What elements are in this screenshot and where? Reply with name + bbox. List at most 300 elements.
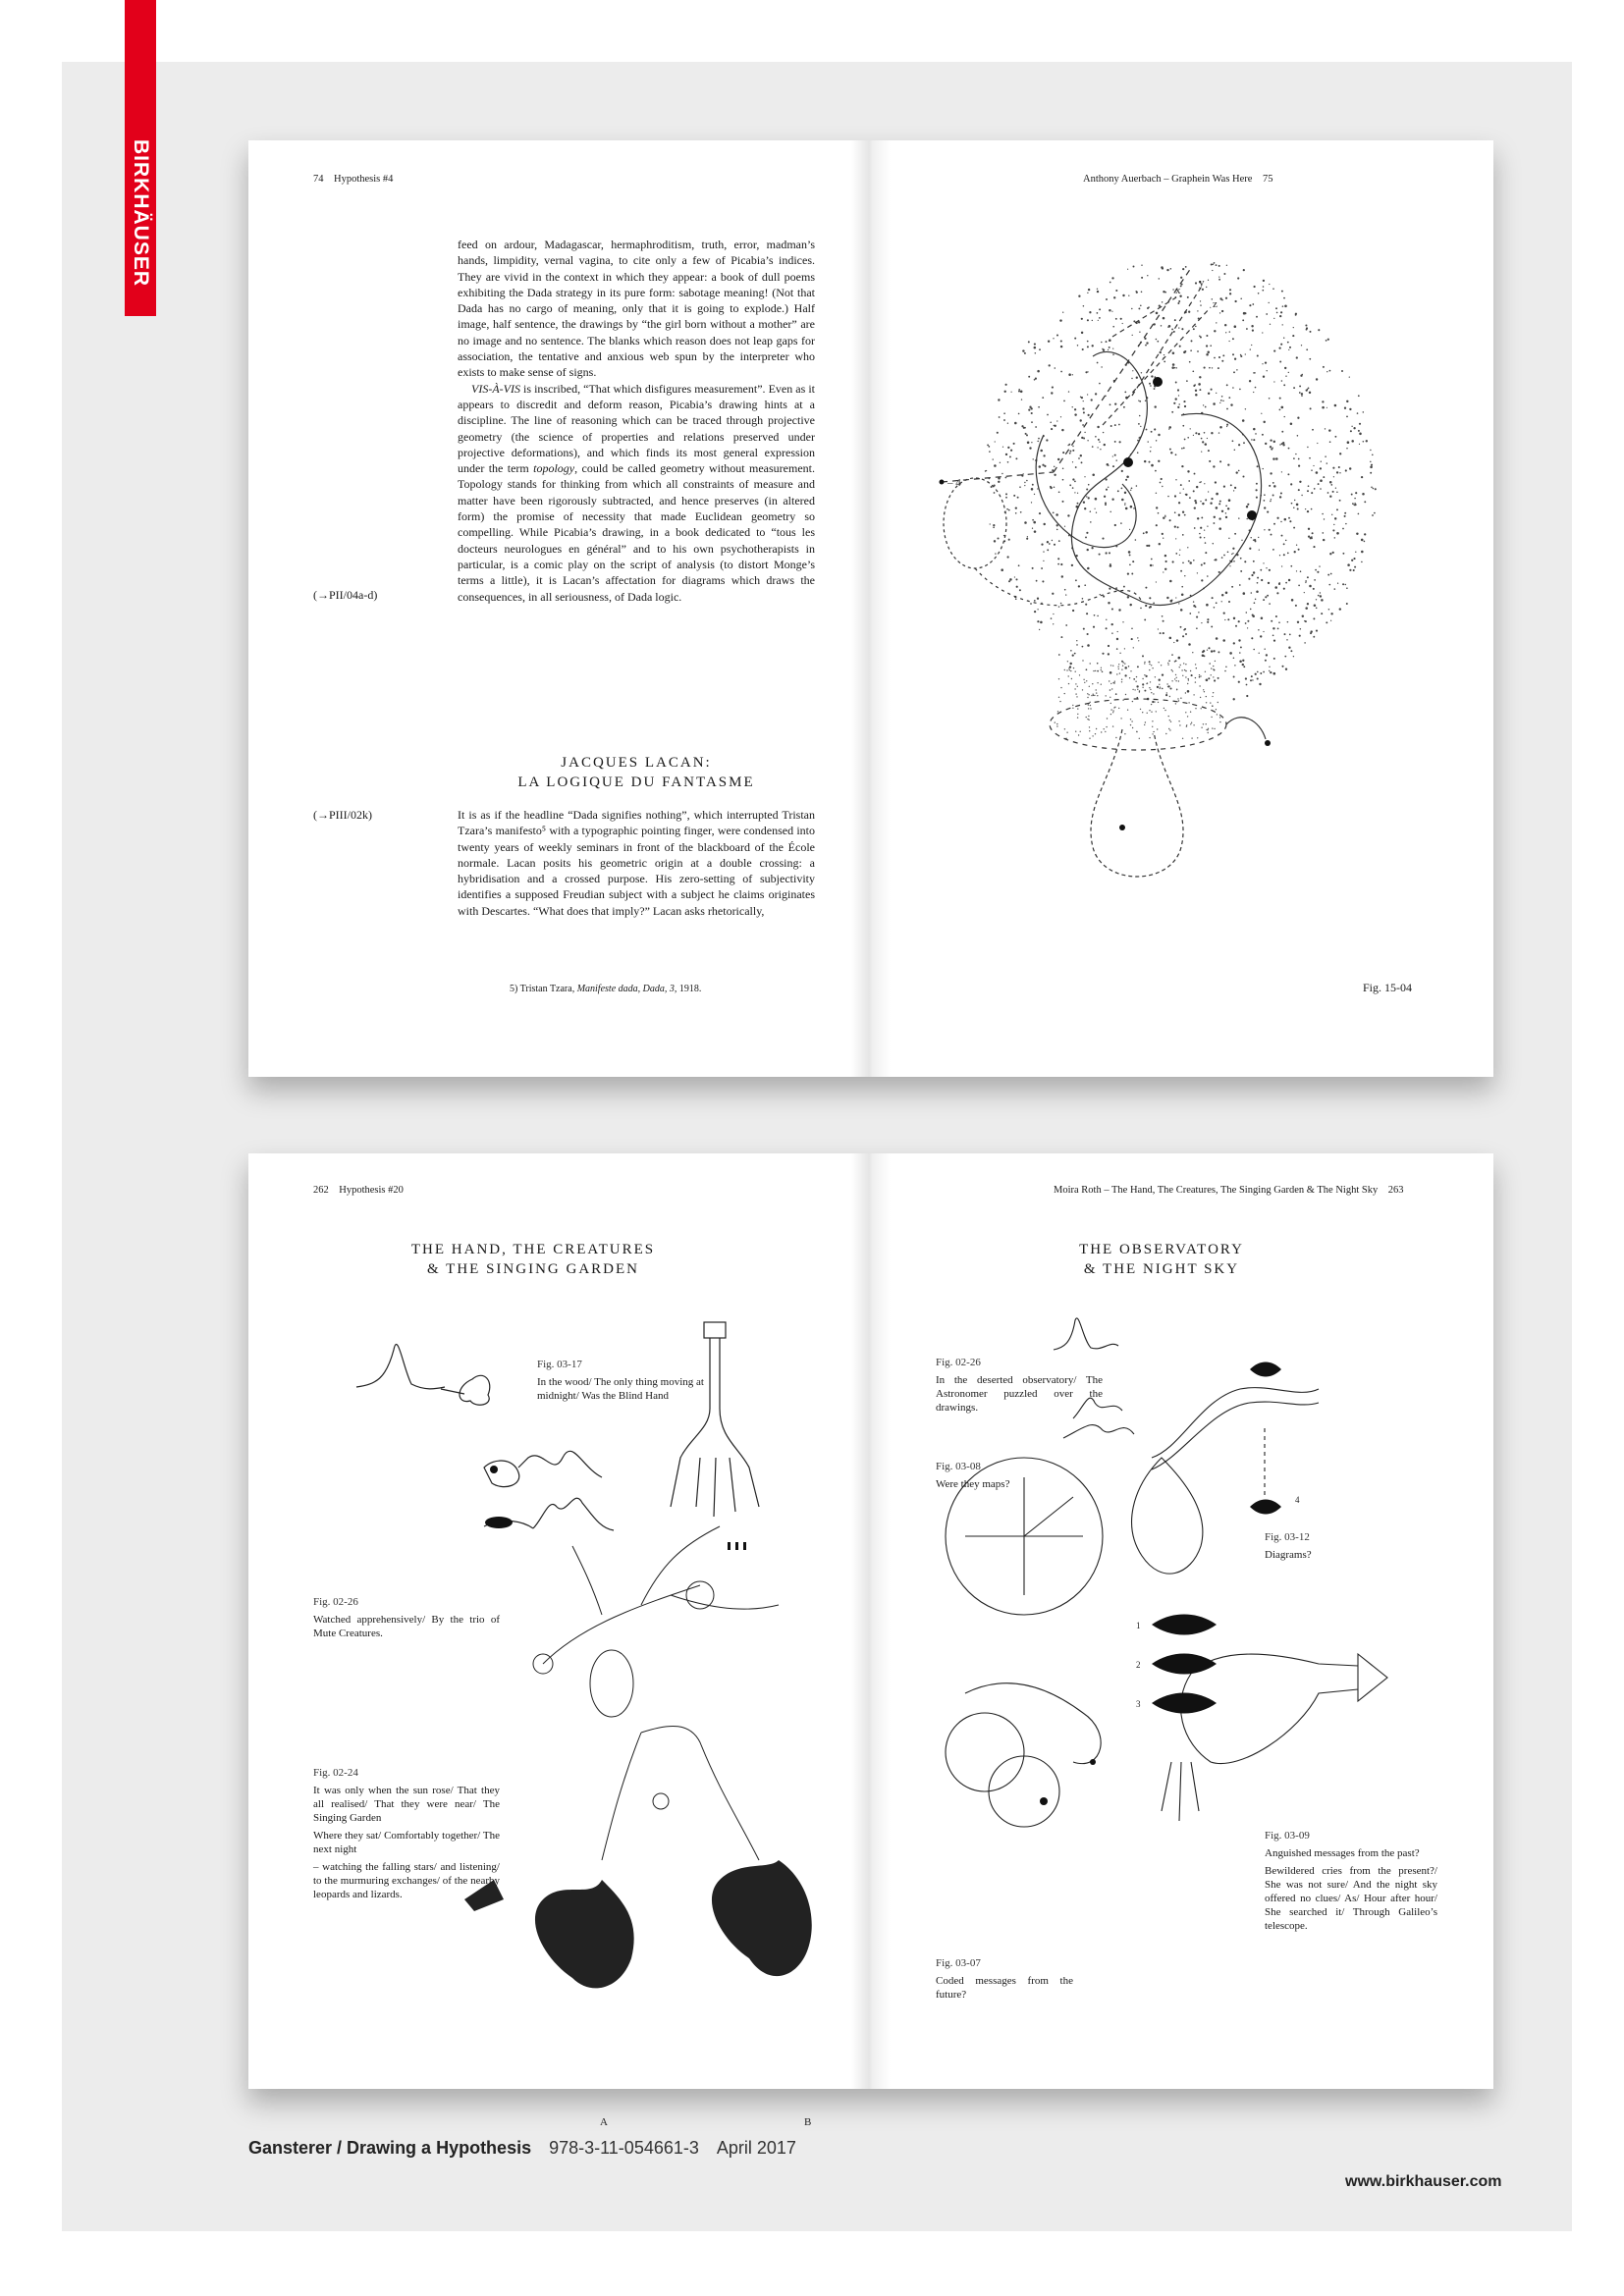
stipple-dot [1229, 289, 1231, 291]
stipple-dot [1319, 565, 1320, 566]
stipple-dot [1034, 494, 1035, 495]
stipple-dot [1302, 615, 1304, 617]
stipple-dot [1104, 728, 1105, 729]
stipple-dot [1198, 612, 1199, 613]
stipple-dot [1112, 710, 1113, 711]
stipple-dot [1097, 289, 1098, 290]
stipple-dot [1293, 656, 1294, 657]
stipple-dot [1331, 514, 1332, 515]
stipple-dot [1064, 526, 1065, 527]
stipple-dot [1118, 668, 1119, 669]
stipple-dot [1279, 555, 1280, 556]
stipple-dot [1066, 669, 1067, 670]
stipple-dot [1058, 654, 1060, 656]
stipple-dot [1086, 717, 1087, 718]
stipple-dot [1049, 364, 1051, 366]
stipple-dot [1145, 587, 1147, 589]
stipple-dot [1174, 511, 1176, 513]
stipple-dot [1288, 448, 1290, 450]
stipple-dot [1301, 495, 1302, 496]
stipple-dot [1214, 357, 1216, 359]
stipple-dot [1072, 450, 1074, 452]
stipple-dot [1178, 502, 1180, 504]
stipple-dot [1311, 536, 1313, 538]
stipple-dot [1351, 494, 1353, 496]
stipple-dot [1130, 490, 1131, 491]
stipple-dot [1162, 301, 1163, 302]
stipple-dot [1235, 625, 1237, 627]
stipple-dot [1176, 639, 1178, 641]
figure-number: Fig. 03-17 [537, 1359, 582, 1370]
stipple-dot [1160, 688, 1161, 689]
leaf-number: 2 [1136, 1660, 1141, 1670]
stipple-dot [1111, 632, 1113, 634]
stipple-dot [1097, 362, 1099, 364]
stipple-dot [1163, 571, 1164, 572]
stipple-dot [1038, 438, 1040, 440]
stipple-dot [1284, 367, 1286, 369]
stipple-dot [1296, 504, 1299, 507]
stipple-dot [1083, 400, 1084, 401]
stipple-dot [1245, 353, 1246, 354]
stipple-dot [1093, 626, 1095, 628]
stipple-dot [1138, 307, 1140, 309]
margin-reference: (→PII/04a-d) [313, 588, 378, 602]
stipple-dot [1034, 347, 1037, 349]
stipple-dot [1024, 482, 1025, 483]
stipple-dot [1216, 322, 1217, 323]
stipple-dot [1252, 330, 1254, 332]
stipple-dot [1074, 492, 1075, 493]
stipple-dot [1134, 689, 1135, 690]
stipple-dot [1178, 657, 1181, 660]
stipple-dot [1120, 718, 1121, 719]
stipple-dot [1097, 291, 1099, 293]
figure-number: Fig. 03-12 [1265, 1531, 1310, 1543]
stipple-dot [1184, 575, 1185, 576]
stipple-dot [1292, 335, 1294, 337]
stipple-dot [1142, 678, 1143, 679]
stipple-dot [1227, 551, 1229, 553]
stipple-dot [1254, 286, 1256, 288]
stipple-dot [1212, 270, 1213, 271]
stipple-dot [1037, 370, 1040, 373]
stipple-dot [1330, 613, 1332, 614]
stipple-dot [1158, 662, 1159, 663]
stipple-dot [1298, 465, 1300, 467]
orbit-circle [946, 1713, 1024, 1791]
caption-text: In the deserted observatory/ The Astronomer puzzled over the drawings. [936, 1374, 1103, 1414]
stipple-dot [1097, 663, 1099, 665]
stipple-dot [1185, 712, 1186, 713]
stipple-dot [1271, 534, 1272, 536]
stipple-dot [1175, 382, 1177, 384]
stipple-dot [1106, 627, 1108, 629]
stipple-dot [1255, 673, 1257, 675]
stipple-dot [1191, 340, 1193, 342]
stipple-dot [1096, 512, 1097, 513]
stipple-dot [1080, 419, 1082, 421]
point [1123, 457, 1133, 467]
stipple-dot [1083, 502, 1085, 504]
stipple-dot [1048, 340, 1050, 342]
stipple-dot [1054, 466, 1055, 467]
stipple-dot [1095, 393, 1097, 395]
stipple-dot [1086, 668, 1088, 670]
stipple-dot [1204, 562, 1206, 564]
stipple-dot [1312, 538, 1313, 539]
stipple-dot [1151, 464, 1154, 467]
leaf [1250, 1362, 1281, 1377]
scribble [965, 1683, 1101, 1764]
stipple-dot [1216, 393, 1217, 394]
stipple-dot [1043, 523, 1045, 525]
stipple-dot [1130, 724, 1131, 725]
stipple-dot [1251, 574, 1253, 576]
stipple-dot [1221, 594, 1223, 596]
stipple-dot [1320, 467, 1322, 469]
orbit-circle [989, 1756, 1059, 1827]
stipple-dot [1091, 547, 1093, 549]
stipple-dot [1304, 642, 1306, 644]
stipple-dot [1172, 289, 1174, 291]
stipple-dot [1175, 398, 1177, 400]
stipple-dot [1205, 443, 1208, 446]
stipple-dot [1299, 481, 1301, 483]
stipple-dot [1040, 621, 1043, 624]
stipple-dot [1144, 460, 1146, 462]
stipple-dot [1205, 671, 1206, 672]
stipple-dot [1180, 609, 1183, 612]
stipple-dot [1105, 478, 1107, 480]
stipple-dot [1080, 397, 1081, 398]
stipple-dot [1269, 302, 1270, 303]
stipple-dot [1072, 406, 1073, 407]
stipple-dot [1097, 615, 1099, 617]
stipple-dot [1151, 431, 1153, 433]
stipple-dot [1125, 479, 1127, 481]
stipple-dot [1178, 300, 1180, 302]
stipple-dot [1172, 363, 1175, 366]
stipple-dot [1092, 683, 1093, 684]
stipple-dot [1110, 403, 1111, 405]
stipple-dot [1005, 493, 1007, 495]
stipple-dot [1108, 653, 1110, 655]
stipple-dot [1281, 443, 1283, 445]
stipple-dot [1280, 344, 1282, 346]
stipple-dot [1264, 648, 1265, 649]
stipple-dot [1289, 347, 1291, 348]
stipple-dot [1223, 612, 1225, 614]
stipple-dot [1087, 719, 1088, 720]
stipple-dot [1218, 527, 1221, 530]
stipple-dot [1188, 643, 1191, 646]
stipple-dot [1029, 447, 1031, 449]
stipple-dot [1158, 460, 1160, 462]
stipple-dot [1304, 620, 1306, 622]
leaf-number: 1 [1136, 1621, 1141, 1630]
stipple-dot [1345, 469, 1347, 471]
stipple-dot [1279, 496, 1281, 498]
running-head-right [1054, 1185, 1403, 1196]
stipple-dot [1288, 579, 1290, 581]
stipple-dot [1101, 667, 1102, 668]
sketch [356, 1345, 445, 1389]
stipple-dot [1313, 617, 1315, 619]
stipple-dot [1082, 646, 1084, 648]
stipple-dot [1240, 570, 1242, 572]
stipple-dot [1101, 366, 1102, 367]
stipple-dot [1146, 342, 1148, 344]
stipple-dot [1107, 718, 1108, 719]
stipple-dot [1207, 438, 1208, 439]
stipple-dot [1018, 389, 1020, 391]
stipple-dot [1113, 707, 1114, 708]
stipple-dot [1353, 569, 1355, 571]
stipple-dot [1195, 390, 1197, 392]
stipple-dot [1206, 345, 1208, 347]
stipple-dot [1125, 507, 1128, 510]
stipple-dot [1211, 667, 1212, 668]
stipple-dot [1172, 351, 1175, 354]
stipple-dot [1021, 399, 1022, 400]
stipple-dot [1183, 351, 1186, 354]
stipple-dot [1039, 465, 1042, 468]
stipple-dot [1137, 666, 1139, 667]
stipple-dot [1359, 423, 1361, 425]
stipple-dot [1345, 523, 1346, 524]
stipple-dot [990, 523, 991, 524]
stipple-dot [1084, 507, 1086, 509]
stipple-dot [1174, 319, 1176, 321]
stipple-dot [1227, 507, 1229, 509]
stipple-dot [1346, 448, 1347, 449]
stipple-dot [1121, 679, 1122, 680]
stipple-dot [1001, 473, 1002, 474]
stipple-dot [1149, 710, 1150, 711]
stipple-dot [1147, 307, 1149, 309]
stipple-dot [1036, 580, 1038, 582]
running-head-text: Moira Roth – The Hand, The Creatures, The Singing Garden & The Night Sky [1054, 1185, 1379, 1196]
stipple-dot [1157, 341, 1159, 343]
stipple-dot [1313, 588, 1315, 590]
stipple-dot [1214, 728, 1215, 729]
stipple-dot [1218, 276, 1219, 277]
stipple-dot [1060, 346, 1062, 347]
stipple-dot [1108, 645, 1110, 647]
stipple-dot [1206, 696, 1207, 697]
running-head-text: Hypothesis #4 [334, 174, 394, 185]
stipple-dot [1062, 501, 1064, 503]
stipple-dot [1026, 538, 1028, 540]
stipple-dot [1262, 434, 1264, 436]
stipple-dot [1276, 592, 1278, 594]
stipple-dot [1196, 667, 1197, 668]
stipple-dot [1314, 605, 1317, 608]
stipple-dot [1238, 470, 1240, 472]
blind-hand [671, 1338, 759, 1517]
stipple-dot [1327, 339, 1329, 341]
caption-text: Where they sat/ Comfortably together/ The next night [313, 1830, 500, 1855]
stipple-dot [1311, 469, 1313, 471]
stipple-dot [1087, 293, 1088, 294]
stipple-dot [1263, 280, 1265, 282]
paragraph: feed on ardour, Madagascar, hermaphroditism, truth, error, madman’s hands, limpidity, vernal vagina, to cite only a few of Picabia’s indices. They are vivid in the context in which they appear: a book of dull poems exhibiting the Dada strategy in its pure form: sabotage meaning! (Not that Dada has no cargo of meaning, only that it is going to explode.) Half image, half sentence, the drawings by “the girl born without a mother” are no image and no sentence. The blanks which reason does not leap gaps for association, the tentative and anxious web spun by the interpreter who exists to make sense of signs. [458, 238, 815, 380]
stipple-dot [1188, 561, 1190, 562]
stipple-dot [1141, 264, 1142, 265]
observatory-sketches [946, 1318, 1387, 1827]
stipple-dot [1266, 313, 1268, 315]
section-heading-line: JACQUES LACAN: [561, 755, 712, 771]
stipple-dot [1061, 575, 1063, 577]
stipple-dot [1110, 683, 1111, 684]
stipple-dot [1110, 703, 1111, 704]
stipple-dot [1118, 424, 1120, 426]
stipple-dot [1263, 599, 1265, 601]
stipple-dot [1008, 580, 1010, 582]
stipple-dot [1039, 512, 1041, 514]
stipple-dot [1329, 496, 1331, 498]
projection-line [942, 268, 1191, 482]
stipple-dot [1293, 527, 1295, 529]
stipple-dot [1354, 498, 1355, 499]
stipple-dot [1123, 586, 1125, 588]
figure-label: Fig. 15-04 [1363, 981, 1413, 994]
stipple-dot [1206, 335, 1208, 337]
stipple-dot [1110, 714, 1111, 715]
stipple-dot [1278, 347, 1280, 348]
stipple-dot [1031, 421, 1033, 423]
stipple-dot [1300, 375, 1302, 377]
stipple-dot [1195, 326, 1197, 328]
stipple-dot [1121, 488, 1123, 490]
stipple-dot [1266, 654, 1268, 656]
stipple-dot [1184, 669, 1185, 670]
stipple-dot [1305, 508, 1306, 509]
stipple-dot [1149, 597, 1151, 599]
stipple-dot [1193, 724, 1194, 725]
stipple-dot [1024, 352, 1026, 354]
stipple-dot [1203, 650, 1205, 652]
stipple-dot [1175, 674, 1176, 675]
stipple-dot [1076, 640, 1077, 641]
stipple-dot [1310, 331, 1312, 333]
stipple-dot [1225, 592, 1228, 595]
stipple-dot [1238, 444, 1240, 446]
stipple-dot [1199, 674, 1200, 675]
stipple-dot [1140, 305, 1142, 307]
stipple-dot [1346, 416, 1348, 418]
stipple-dot [1250, 537, 1251, 538]
stipple-dot [1188, 480, 1190, 482]
stipple-dot [1033, 458, 1034, 459]
stipple-dot [1306, 327, 1308, 329]
stipple-dot [1214, 679, 1216, 681]
stipple-dot [1269, 569, 1271, 571]
stipple-dot [1289, 634, 1291, 636]
stipple-dot [1073, 667, 1074, 668]
stipple-dot [1219, 460, 1221, 462]
stipple-dot [1196, 616, 1198, 618]
stipple-dot [1149, 607, 1151, 609]
stipple-dot [1090, 510, 1092, 512]
stipple-dot [1131, 627, 1133, 629]
stipple-dot [1371, 487, 1373, 489]
stipple-dot [1329, 441, 1331, 443]
stipple-dot [1069, 663, 1071, 665]
stipple-dot [1085, 371, 1087, 373]
stipple-dot [1192, 370, 1194, 372]
stipple-dot [1307, 447, 1308, 448]
stipple-dot [1122, 621, 1123, 622]
stipple-dot [1278, 583, 1280, 585]
stipple-dot [1357, 412, 1359, 414]
folio: 263 [1387, 1185, 1404, 1196]
stipple-dot [1118, 609, 1120, 611]
stipple-dot [1204, 691, 1205, 692]
stipple-dot [1142, 683, 1144, 685]
paragraph: VIS-À-VIS is inscribed, “That which disfigures measurement”. Even as it appears to discredit and deform reason, Picabia’s drawing hints at a discipline. The line of reasoning which can be traced through projective geometry (the science of properties and relations preserved under projective deformations), and which finds its most general expression under the term topology, could be called geometry without measurement. Topology stands for thinking from which all constraints of measure and matter have been rigorously subtracted, and hence preserves (in altered form) the promise of necessity that made Euclidean geometry so compelling. While Picabia’s drawing, in a book dedicated to “tous les docteurs neurologues en général” and to his own psychotherapists in particular, is a comic play on the script of analysis (to distort Monge’s terms a little), it is Lacan’s affectation for diagrams which draws the consequences, in all seriousness, of Dada logic. [458, 381, 815, 604]
stipple-dot [1140, 426, 1141, 427]
stipple-dot [1225, 667, 1227, 668]
stipple-dot [1062, 312, 1063, 313]
caption-text: – watching the falling stars/ and listening/ to the murmuring exchanges/ of the nearby leopards and lizards. [313, 1861, 500, 1900]
stipple-dot [1139, 690, 1140, 691]
stipple-dot [1305, 607, 1308, 610]
stipple-dot [1201, 563, 1203, 565]
stipple-dot [987, 444, 989, 446]
stipple-dot [1149, 664, 1150, 665]
stipple-dot [1206, 702, 1207, 703]
stipple-dot [1144, 663, 1145, 664]
stipple-dot [1132, 727, 1133, 728]
stipple-dot [1246, 612, 1248, 614]
stipple-dot [1056, 524, 1058, 526]
stipple-dot [1119, 653, 1120, 654]
stipple-dot [1192, 652, 1193, 653]
publisher-url[interactable]: www.birkhauser.com [1345, 2173, 1502, 2190]
stipple-dot [1190, 670, 1191, 671]
stipple-dot [1060, 371, 1062, 373]
stipple-dot [998, 481, 1000, 483]
stipple-dot [1155, 676, 1156, 677]
stipple-dot [1129, 529, 1130, 530]
stipple-dot [1041, 567, 1043, 569]
axis-label: y [1199, 277, 1205, 289]
stipple-dot [1228, 601, 1230, 603]
stipple-dot [1027, 536, 1028, 537]
stipple-dot [1342, 528, 1344, 530]
ink-dot [1090, 1759, 1096, 1765]
stipple-dot [1232, 440, 1234, 442]
stipple-dot [1287, 473, 1289, 475]
stipple-dot [1166, 683, 1167, 684]
stipple-dot [1025, 433, 1027, 435]
stipple-dot [993, 526, 995, 528]
stipple-dot [1336, 532, 1339, 535]
stipple-dot [1250, 348, 1251, 349]
stipple-dot [1315, 569, 1317, 571]
stipple-dot [991, 486, 993, 488]
stipple-dot [1246, 518, 1247, 519]
stipple-dot [1173, 331, 1175, 333]
stipple-dot [1309, 585, 1312, 588]
stipple-dot [1275, 307, 1277, 309]
stipple-dot [1259, 549, 1260, 550]
stipple-dot [1252, 303, 1254, 305]
stipple-dot [1251, 439, 1252, 440]
stipple-dot [1154, 428, 1156, 430]
